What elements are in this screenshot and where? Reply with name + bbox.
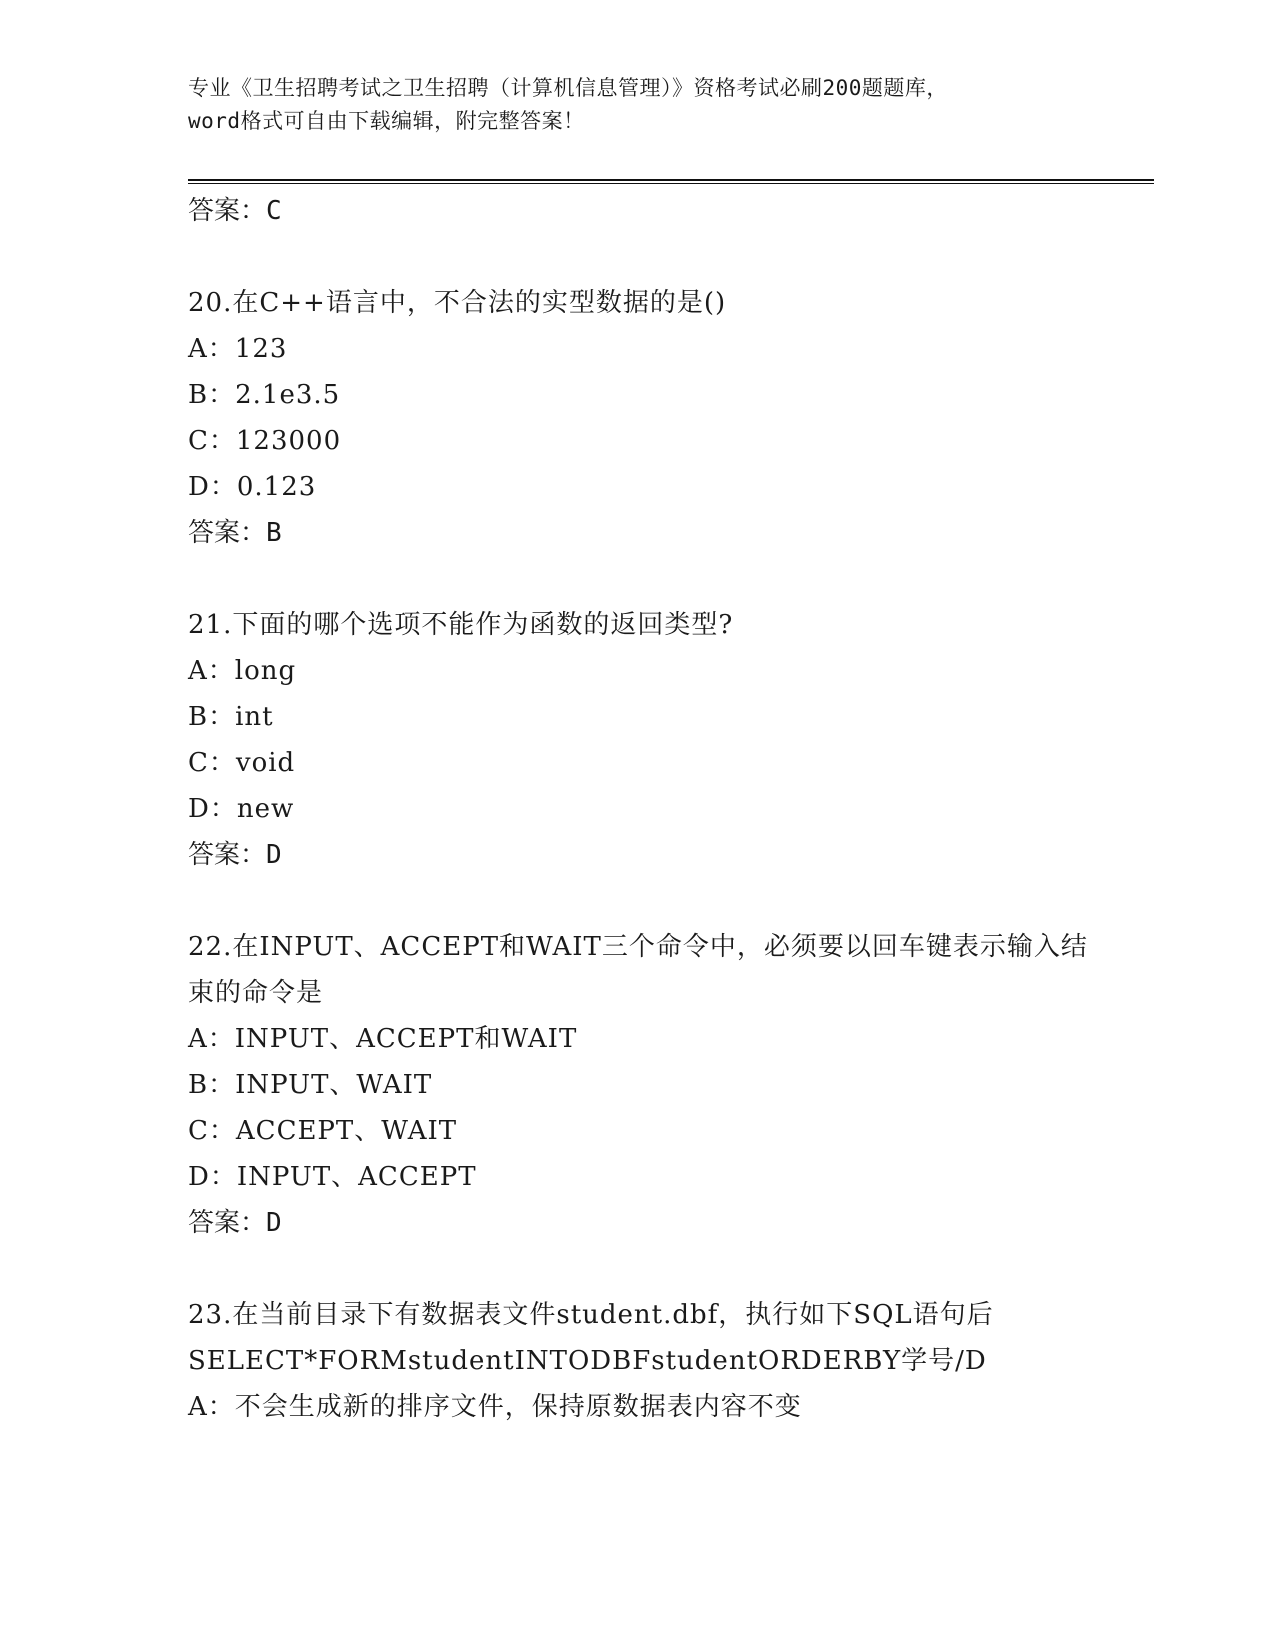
spacer (188, 878, 1108, 924)
header-divider-thin (188, 183, 1154, 184)
option-a: A：不会生成新的排序文件，保持原数据表内容不变 (188, 1392, 802, 1422)
option-d: D：new (188, 794, 295, 824)
option-b: B：int (188, 702, 274, 732)
answer-19: 答案：C (188, 196, 282, 226)
spacer (188, 234, 1108, 280)
header-divider-thick (188, 179, 1154, 181)
option-c: C：void (188, 748, 296, 778)
option-a: A：123 (188, 334, 288, 364)
question-20 (188, 280, 1108, 556)
option-d: D：INPUT、ACCEPT (188, 1162, 477, 1192)
option-a: A：INPUT、ACCEPT和WAIT (188, 1024, 578, 1054)
answer: 答案：B (188, 518, 282, 548)
question-text: 21.下面的哪个选项不能作为函数的返回类型? (188, 610, 734, 640)
question-22 (188, 924, 1108, 1246)
option-a: A：long (188, 656, 297, 686)
spacer (188, 1246, 1108, 1292)
spacer (188, 556, 1108, 602)
option-c: C：123000 (188, 426, 342, 456)
question-list (188, 188, 1108, 1430)
header-line-1: 专业《卫生招聘考试之卫生招聘（计算机信息管理）》资格考试必刷200题题库， (188, 76, 948, 100)
option-d: D：0.123 (188, 472, 317, 502)
question-text: 20.在C++语言中，不合法的实型数据的是() (188, 288, 727, 318)
question-23 (188, 1292, 1108, 1430)
answer: 答案：D (188, 1208, 282, 1238)
answer: 答案：D (188, 840, 282, 870)
option-b: B：INPUT、WAIT (188, 1070, 433, 1100)
question-text: 23.在当前目录下有数据表文件student.dbf，执行如下SQL语句后SELECT*FORMstudentINTODBFstudentORDERBY学号/D (188, 1300, 994, 1376)
header-line-2: word格式可自由下载编辑，附完整答案！ (188, 109, 585, 133)
question-21 (188, 602, 1108, 878)
document-header (188, 72, 1108, 138)
option-b: B：2.1e3.5 (188, 380, 341, 410)
option-c: C：ACCEPT、WAIT (188, 1116, 458, 1146)
question-text: 22.在INPUT、ACCEPT和WAIT三个命令中，必须要以回车键表示输入结束的命令是 (188, 932, 1088, 1008)
